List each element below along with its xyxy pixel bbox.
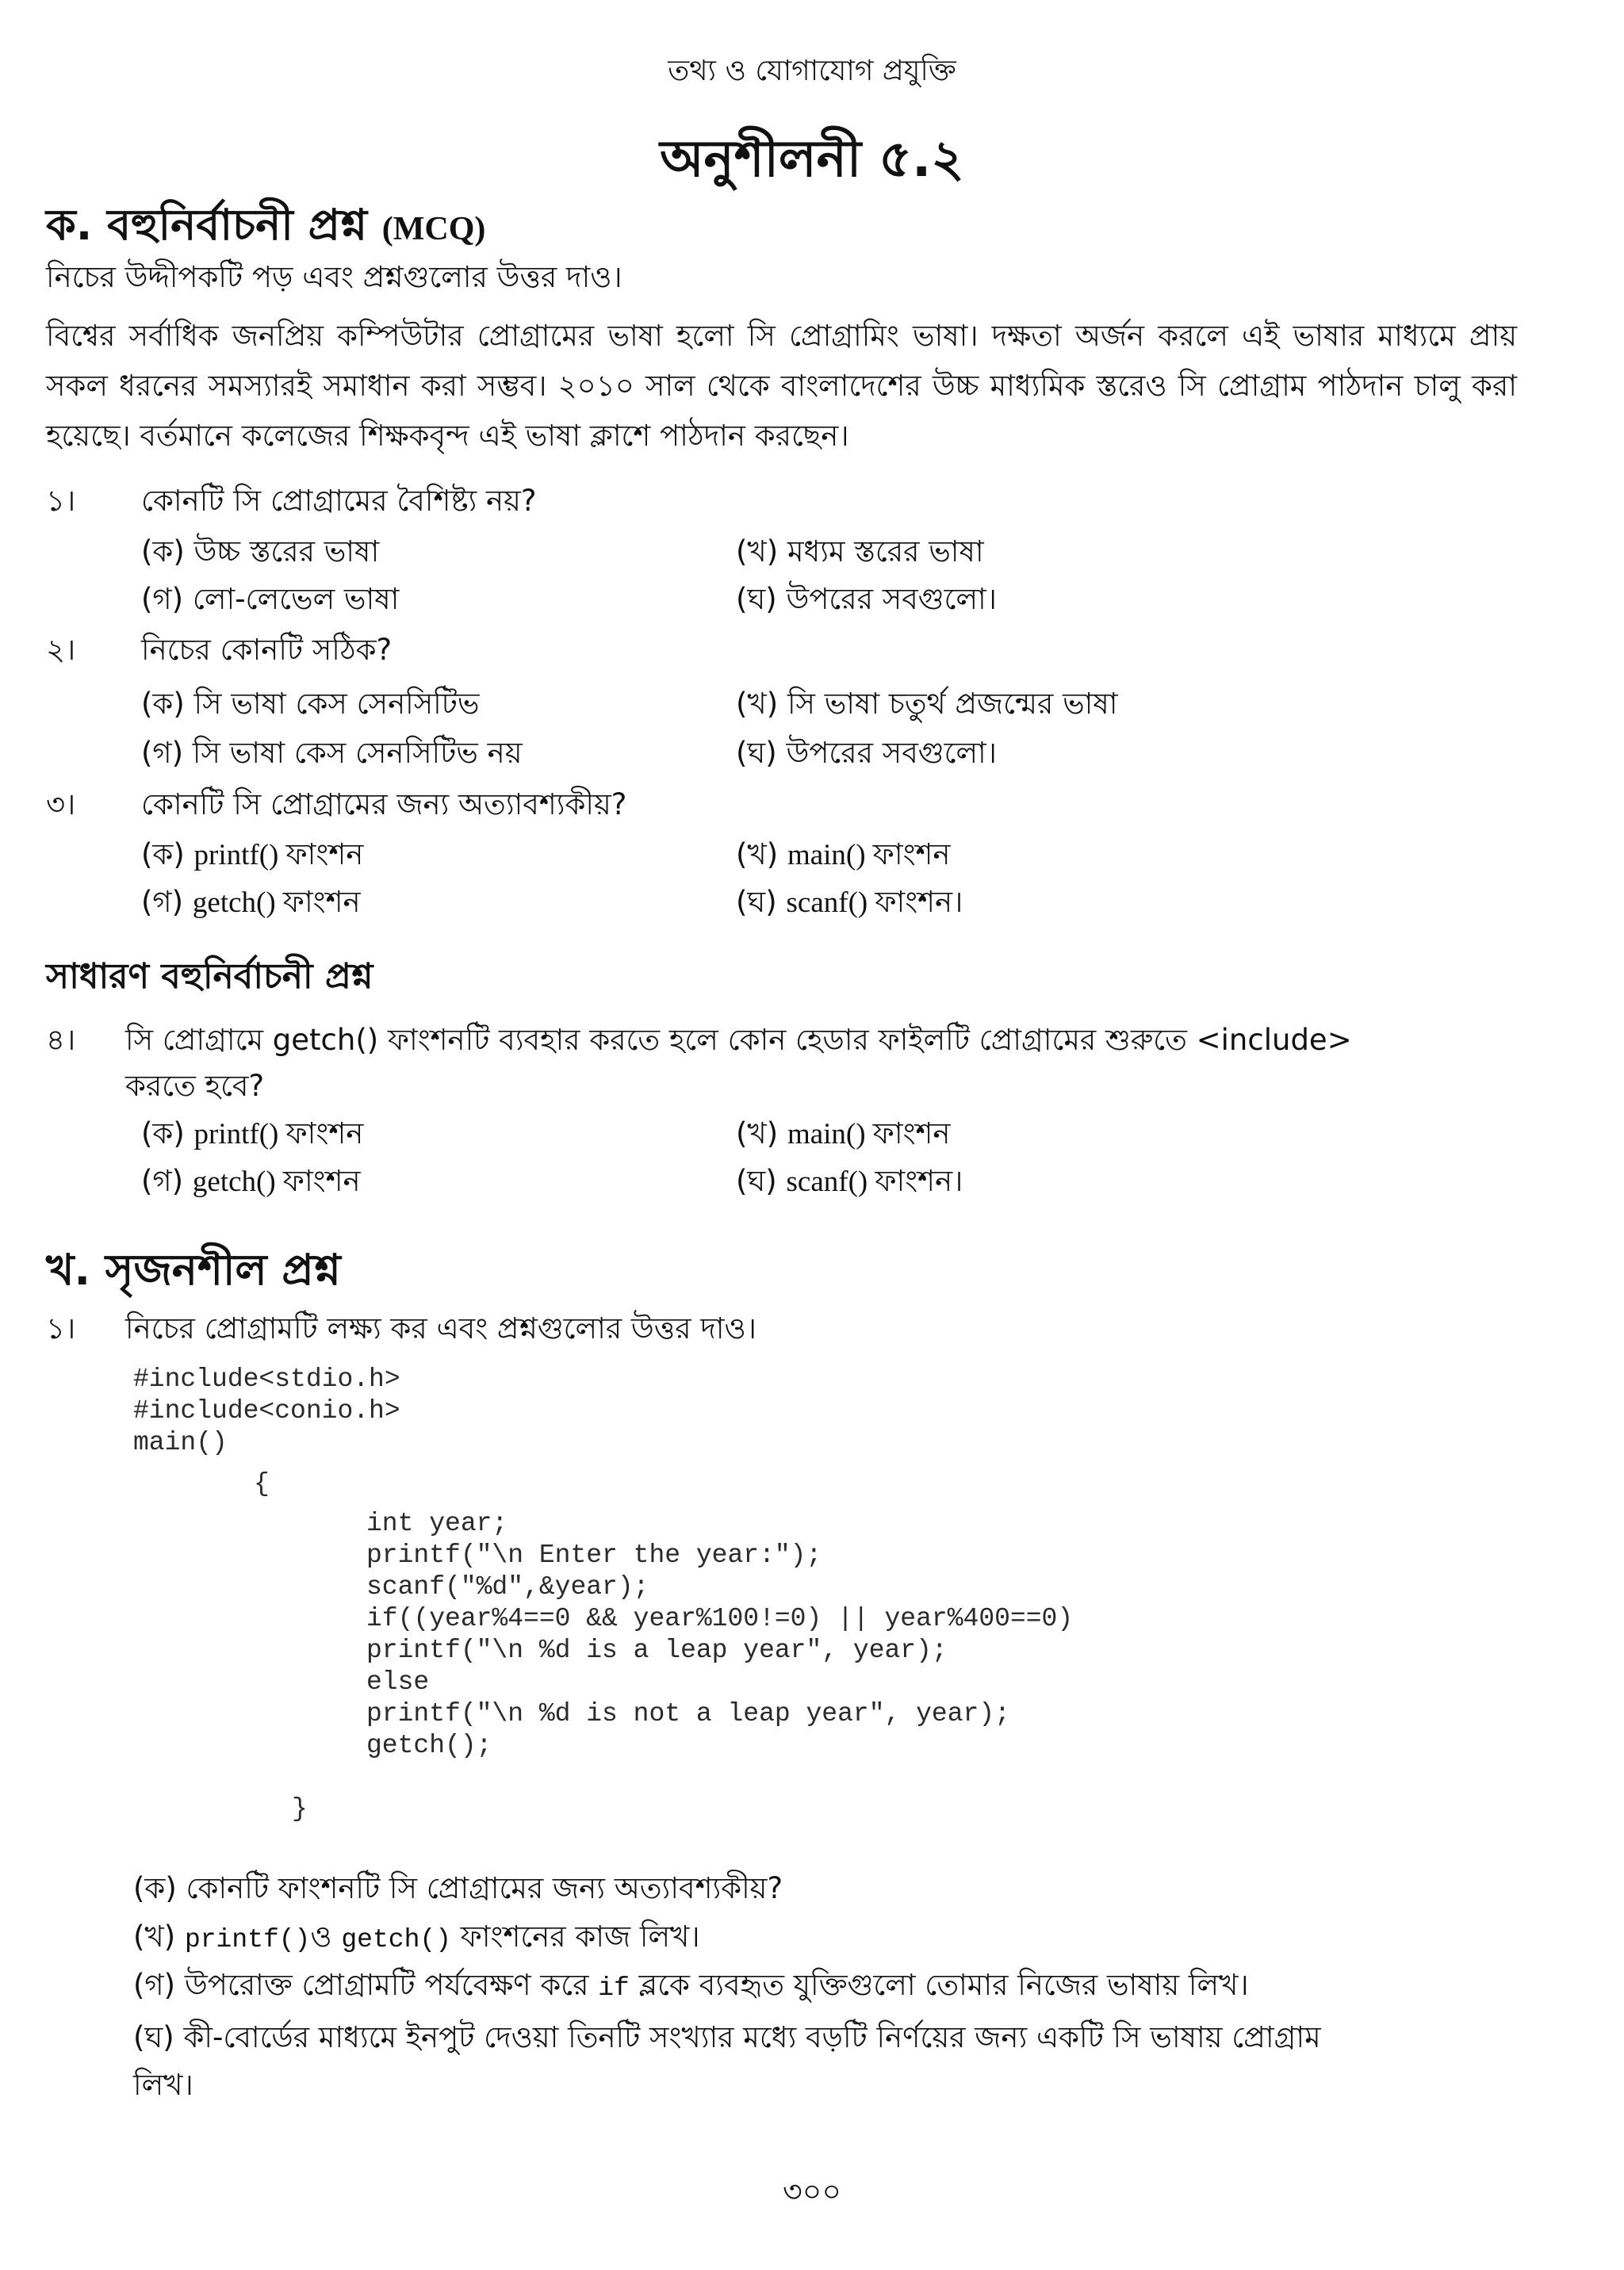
mcq-heading-tag: (MCQ) <box>381 211 486 247</box>
code-body: int year; printf("\n Enter the year:"); scanf("%d",&year); if((year%4==0 && year%100!=0) || year%400==0) printf("\n %d is a leap year", year); else printf("\n %d is not a leap year", year); getch(); <box>366 1509 1074 1760</box>
sub-question-ga <box>133 1962 1249 2012</box>
running-header: তথ্য ও যোগাযোগ প্রযুক্তি <box>668 55 956 87</box>
option-text: মধ্যম স্তরের ভাষা <box>787 534 984 568</box>
mcq-instruction: নিচের উদ্দীপকটি পড় এবং প্রশ্নগুলোর উত্তর দাও। <box>46 260 622 294</box>
option-text: printf() ফাংশন <box>193 839 364 871</box>
option-c <box>141 576 399 626</box>
sub-question-label: (ক) <box>133 1871 177 1905</box>
option-text: উপরের সবগুলো। <box>786 582 998 616</box>
option-text: printf() ফাংশন <box>193 1118 364 1150</box>
page-number: ৩০০ <box>782 2174 842 2209</box>
question-text: নিচের প্রোগ্রামটি লক্ষ্য কর এবং প্রশ্নগুলোর উত্তর দাও। <box>125 1311 756 1346</box>
option-label: (খ) <box>736 687 779 721</box>
option-a <box>141 1110 363 1160</box>
option-text: লো-লেভেল ভাষা <box>192 582 400 616</box>
sub-question-text: কী-বোর্ডের মাধ্যমে ইনপুট দেওয়া তিনটি সংখ্যার মধ্যে বড়টি নির্ণয়ের জন্য একটি সি ভাষায় প্রোগ্রাম <box>183 2020 1321 2054</box>
option-label: (গ) <box>141 736 184 770</box>
option-text: উচ্চ স্তরের ভাষা <box>193 534 380 568</box>
mcq-section-heading <box>46 192 485 263</box>
option-b <box>736 831 951 881</box>
sub-question-text: ও <box>310 1920 342 1954</box>
option-text: উপরের সবগুলো। <box>786 736 998 770</box>
option-c <box>141 729 523 779</box>
sub-question-gha <box>133 2014 1321 2064</box>
sub-question-label: (ঘ) <box>133 2020 174 2054</box>
sub-question-gha-continued: লিখ। <box>133 2068 193 2102</box>
option-text: main() ফাংশন <box>787 1118 951 1150</box>
sub-question-label: (খ) <box>133 1920 176 1954</box>
option-d <box>736 576 997 626</box>
inline-code: if <box>598 1973 630 2003</box>
option-c <box>141 1158 361 1208</box>
option-a <box>141 680 480 730</box>
option-text: সি ভাষা কেস সেনসিটিভ <box>193 687 480 721</box>
option-text: scanf() ফাংশন। <box>786 886 963 919</box>
code-close-brace: } <box>292 1794 308 1824</box>
option-text: সি ভাষা চতুর্থ প্রজন্মের ভাষা <box>787 687 1118 721</box>
option-label: (ঘ) <box>736 736 777 770</box>
question-text: কোনটি সি প্রোগ্রামের জন্য অত্যাবশ্যকীয়? <box>141 787 627 821</box>
sub-question-text: ব্লকে ব্যবহৃত যুক্তিগুলো তোমার নিজের ভাষায় লিখ। <box>629 1968 1249 2002</box>
option-label: (খ) <box>736 534 779 568</box>
option-label: (ক) <box>141 687 185 721</box>
option-label: (ঘ) <box>736 582 777 616</box>
option-label: (খ) <box>736 1116 779 1150</box>
question-text-line1: সি প্রোগ্রামে getch() ফাংশনটি ব্যবহার করতে হলে কোন হেডার ফাইলটি প্রোগ্রামের শুরুতে <include> <box>125 1023 1352 1057</box>
option-b <box>736 1110 951 1160</box>
option-b <box>736 680 1118 730</box>
option-label: (খ) <box>736 837 779 871</box>
question-text: কোনটি সি প্রোগ্রামের বৈশিষ্ট্য নয়? <box>141 484 537 518</box>
option-label: (গ) <box>141 885 184 919</box>
option-c <box>141 879 361 928</box>
creative-section-heading: খ. সৃজনশীল প্রশ্ন <box>46 1245 341 1295</box>
mcq-heading-text: ক. বহুনির্বাচনী প্রশ্ন <box>46 200 367 250</box>
page-title: অনুশীলনী ৫.২ <box>660 130 964 189</box>
option-label: (ঘ) <box>736 1164 777 1198</box>
option-text: getch() ফাংশন <box>192 1166 361 1198</box>
sub-question-text: উপরোক্ত প্রোগ্রামটি পর্যবেক্ষণ করে <box>184 1968 599 2002</box>
question-number: ৩। <box>46 787 76 821</box>
option-text: scanf() ফাংশন। <box>786 1166 963 1198</box>
sub-question-label: (গ) <box>133 1968 176 2002</box>
sub-question-ka <box>133 1865 783 1915</box>
code-outer: #include<stdio.h> #include<conio.h> main() <box>133 1365 400 1457</box>
question-number: ১। <box>46 1311 76 1346</box>
question-text-line2: করতে হবে? <box>125 1069 265 1103</box>
option-label: (গ) <box>141 582 184 616</box>
sub-question-kha <box>133 1913 700 1963</box>
general-mcq-heading: সাধারণ বহুনির্বাচনী প্রশ্ন <box>46 956 373 997</box>
sub-question-text: কোনটি ফাংশনটি সি প্রোগ্রামের জন্য অত্যাবশ্যকীয়? <box>186 1871 783 1905</box>
inline-code: getch() <box>341 1925 451 1954</box>
code-open-brace: { <box>254 1469 270 1499</box>
question-number: ৪। <box>46 1023 76 1057</box>
option-label: (ক) <box>141 837 185 871</box>
option-d <box>736 729 997 779</box>
option-label: (ঘ) <box>736 885 777 919</box>
stimulus-paragraph: বিশ্বের সর্বাধিক জনপ্রিয় কম্পিউটার প্রোগ্রামের ভাষা হলো সি প্রোগ্রামিং ভাষা। দক্ষতা অর্জন করলে এই ভাষার মাধ্যমে প্রায় সকল ধরনের সমস্যারই সমাধান করা সম্ভব। ২০১০ সাল থেকে বাংলাদেশের উচ্চ মাধ্যমিক স্তরেও সি প্রোগ্রাম পাঠদান চালু করা হয়েছে। বর্তমানে কলেজের শিক্ষকবৃন্দ এই ভাষা ক্লাশে পাঠদান করছেন। <box>46 319 1517 453</box>
option-label: (গ) <box>141 1164 184 1198</box>
option-label: (ক) <box>141 1116 185 1150</box>
question-text: নিচের কোনটি সঠিক? <box>141 633 393 667</box>
option-b <box>736 528 984 578</box>
option-label: (ক) <box>141 534 185 568</box>
question-number: ১। <box>46 484 76 518</box>
option-text: main() ফাংশন <box>787 839 951 871</box>
option-a <box>141 528 379 578</box>
option-text: getch() ফাংশন <box>192 886 361 919</box>
option-text: সি ভাষা কেস সেনসিটিভ নয় <box>192 736 523 770</box>
option-d <box>736 1158 963 1208</box>
option-d <box>736 879 963 928</box>
option-a <box>141 831 363 881</box>
question-number: ২। <box>46 633 76 667</box>
inline-code: printf() <box>184 1925 311 1954</box>
sub-question-text: ফাংশনের কাজ লিখ। <box>451 1920 700 1954</box>
